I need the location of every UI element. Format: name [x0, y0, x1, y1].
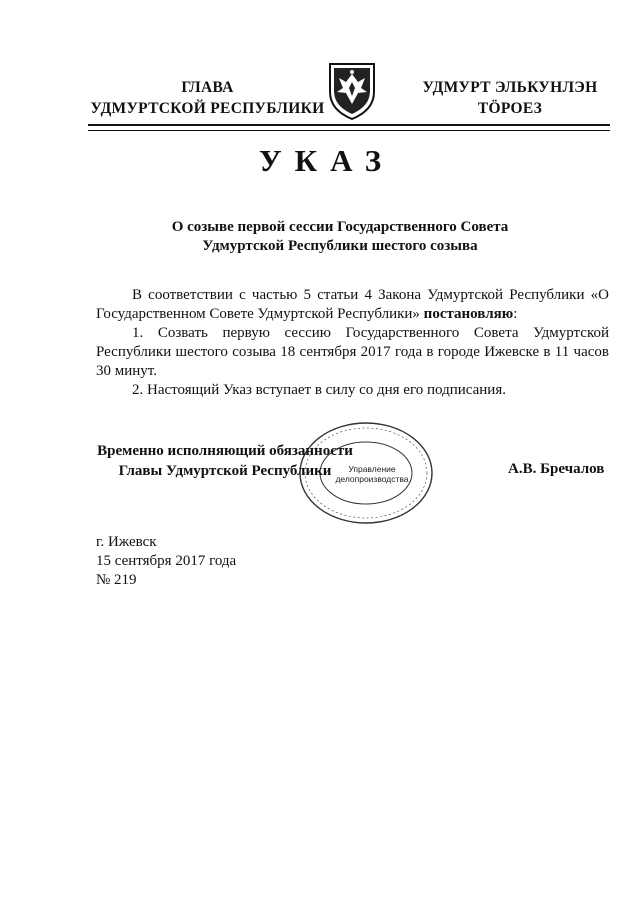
- issuer-header-russian: [75, 77, 340, 119]
- issuer-header-udmurt: [400, 77, 620, 119]
- header-rule-thin: [88, 130, 610, 131]
- document-subject: [80, 218, 600, 256]
- stamp-line-2: делопроизводства: [335, 474, 409, 484]
- signatory-title-line-2: Главы Удмуртской Республики: [118, 463, 332, 479]
- stamp-line-1: Управление: [348, 464, 396, 474]
- subject-line-2: Удмуртской Республики шестого созыва: [202, 238, 478, 254]
- city: г. Ижевск: [96, 534, 157, 550]
- item-2: 2. Настоящий Указ вступает в силу со дня его подписания.: [132, 382, 506, 398]
- issuer-line-1: ГЛАВА: [181, 79, 234, 96]
- signatory-name: А.В. Бречалов: [508, 461, 605, 477]
- document-body: [96, 286, 609, 400]
- issuer-udmurt-line-1: УДМУРТ ЭЛЬКУНЛЭН: [422, 79, 598, 96]
- document-footer: [96, 533, 236, 590]
- issuer-line-2: УДМУРТСКОЙ РЕСПУБЛИКИ: [90, 100, 325, 117]
- decree-word: постановляю: [423, 306, 514, 322]
- document-date: 15 сентября 2017 года: [96, 553, 237, 569]
- subject-line-1: О созыве первой сессии Государственного Совета: [171, 219, 509, 235]
- signatory-title-line-1: Временно исполняющий обязанности: [97, 443, 353, 459]
- signatory-title: [80, 441, 370, 481]
- intro-paragraph: [96, 286, 609, 324]
- coat-of-arms-icon: [326, 60, 378, 122]
- intro-colon: :: [513, 306, 518, 322]
- document-number: № 219: [96, 572, 137, 588]
- issuer-udmurt-line-2: ТӦРОЕЗ: [477, 100, 543, 117]
- document-title: УКАЗ: [258, 143, 395, 178]
- intro-text: В соответствии с частью 5 статьи 4 Закона Удмуртской Республики «О Государственном Совете Удмуртской Республики»: [96, 287, 609, 322]
- header-rule-thick: [88, 124, 610, 126]
- item-1: 1. Созвать первую сессию Государственного Совета Удмуртской Республики шестого созыва 18 сентября 2017 года в городе Ижевске в 11 часов 30 минут.: [96, 325, 609, 379]
